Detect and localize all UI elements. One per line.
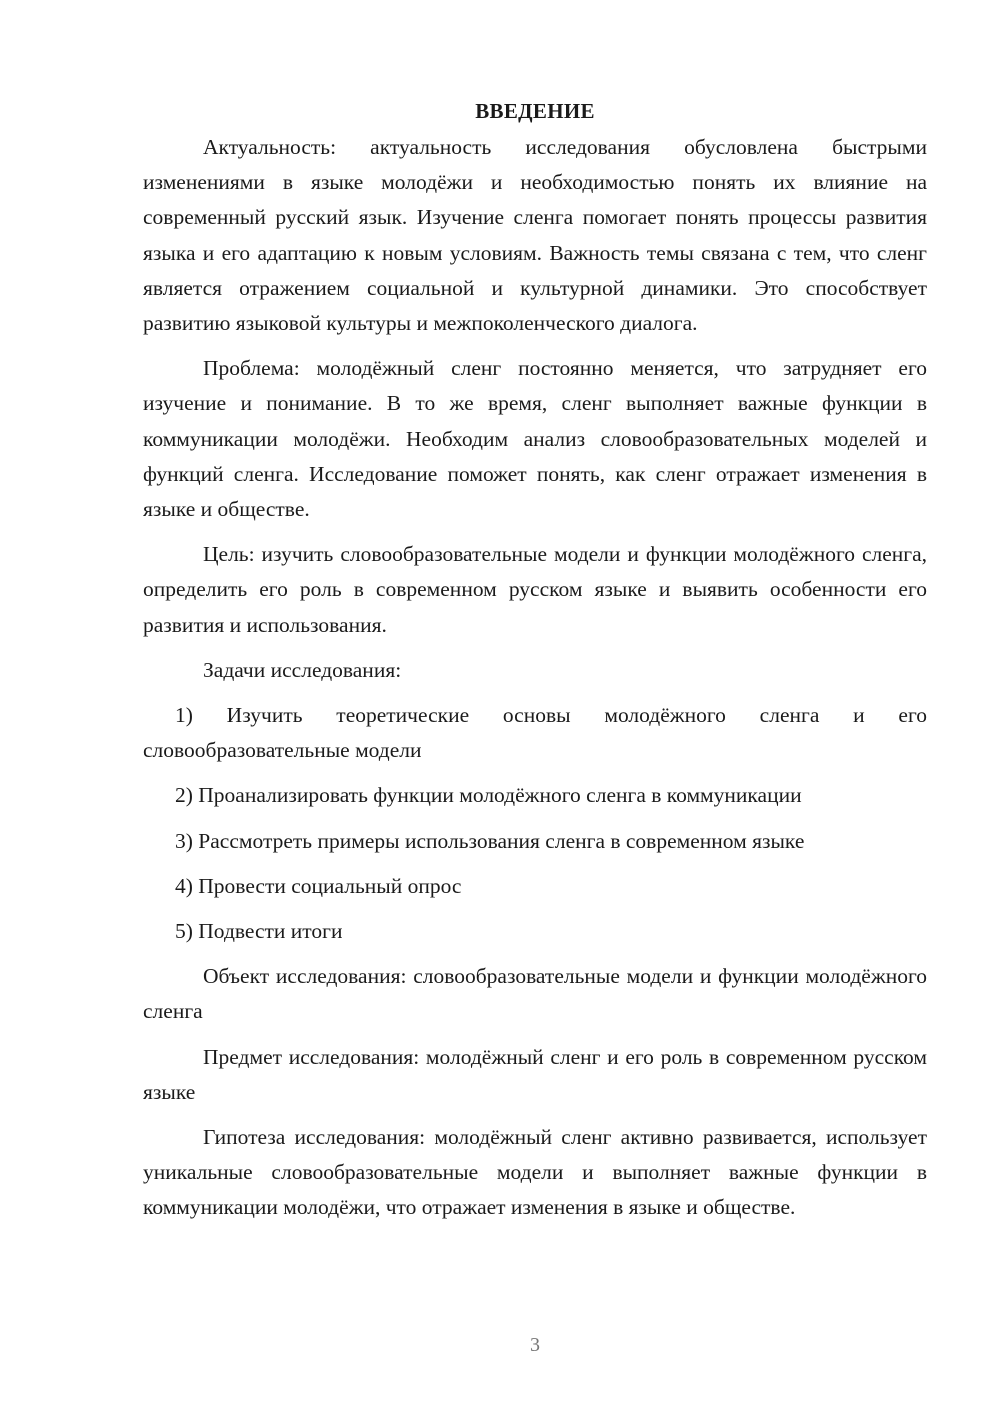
task-item-5: 5) Подвести итоги (175, 919, 343, 944)
paragraph-goal: Цель: изучить словообразовательные модели и функции молодёжного сленга, определить его роль в современном русском языке и выявить особенности его развития и использования. (143, 542, 927, 637)
task-item-4: 4) Провести социальный опрос (175, 873, 462, 898)
task-item-2: 2) Проанализировать функции молодёжного сленга в коммуникации (175, 783, 802, 808)
tasks-heading: Задачи исследования: (203, 657, 402, 682)
paragraph-object: Объект исследования: словообразовательные модели и функции молодёжного сленга (143, 964, 927, 1024)
section-title: ВВЕДЕНИЕ (475, 99, 595, 123)
task-item-3: 3) Рассмотреть примеры использования сленга в современном языке (175, 828, 805, 853)
paragraph-relevance: Актуальность: актуальность исследования обусловлена быстрыми изменениями в языке молодёжи и необходимостью понять их влияние на современный русский язык. Изучение сленга помогает понять процессы развития языка и его адаптацию к новым условиям. Важность темы связана с тем, что сленг является отражением социальной и культурной динамики. Это способствует развитию языковой культуры и межпоколенческого диалога. (143, 135, 927, 336)
task-item-1: 1) Изучить теоретические основы молодёжного сленга и его словообразовательные модели (143, 703, 927, 763)
document-page (143, 96, 927, 1236)
page-number: 3 (530, 1334, 540, 1356)
paragraph-problem: Проблема: молодёжный сленг постоянно меняется, что затрудняет его изучение и понимание. В то же время, сленг выполняет важные функции в коммуникации молодёжи. Необходим анализ словообразовательных моделей и функций сленга. Исследование поможет понять, как сленг отражает изменения в языке и обществе. (143, 356, 927, 522)
paragraph-hypothesis: Гипотеза исследования: молодёжный сленг активно развивается, использует уникальные словообразовательные модели и выполняет важные функции в коммуникации молодёжи, что отражает изменения в языке и обществе. (143, 1125, 927, 1220)
paragraph-subject: Предмет исследования: молодёжный сленг и его роль в современном русском языке (143, 1044, 927, 1104)
